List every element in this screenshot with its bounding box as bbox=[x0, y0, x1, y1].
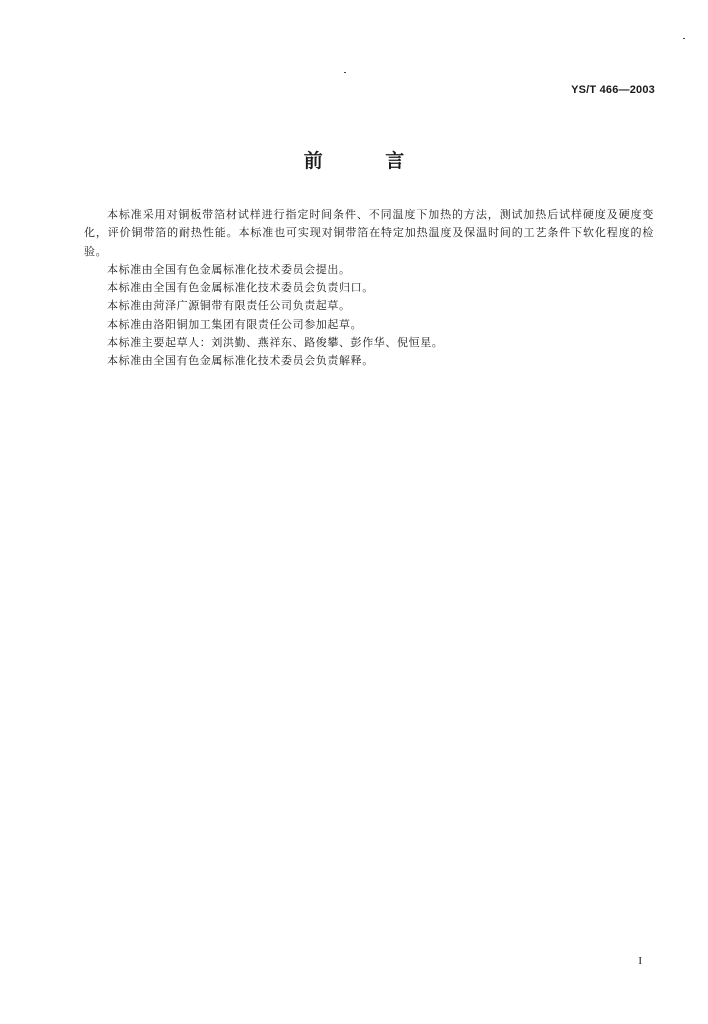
foreword-body bbox=[84, 206, 654, 371]
paragraph: 本标准由菏泽广源铜带有限责任公司负责起草。 bbox=[107, 299, 351, 313]
paragraph: 本标准由全国有色金属标准化技术委员会负责归口。 bbox=[107, 281, 374, 295]
scan-speck bbox=[344, 72, 346, 73]
scan-speck bbox=[683, 38, 685, 39]
standard-number: YS/T 466—2003 bbox=[571, 84, 655, 96]
paragraph: 本标准由全国有色金属标准化技术委员会提出。 bbox=[107, 262, 351, 276]
paragraph: 本标准由全国有色金属标准化技术委员会负责解释。 bbox=[107, 354, 374, 368]
paragraph: 本标准由洛阳铜加工集团有限责任公司参加起草。 bbox=[107, 317, 363, 331]
page-title: 前 言 bbox=[303, 150, 433, 172]
paragraph: 本标准采用对铜板带箔材试样进行指定时间条件、不同温度下加热的方法，测试加热后试样硬度及硬度变化，评价铜带箔的耐热性能。本标准也可实现对铜带箔在特定加热温度及保温时间的工艺条件下软化程度的检验。 bbox=[84, 208, 654, 258]
page-number: I bbox=[638, 955, 642, 967]
paragraph: 本标准主要起草人：刘洪勤、燕祥东、路俊攀、彭作华、倪恒星。 bbox=[107, 336, 444, 350]
